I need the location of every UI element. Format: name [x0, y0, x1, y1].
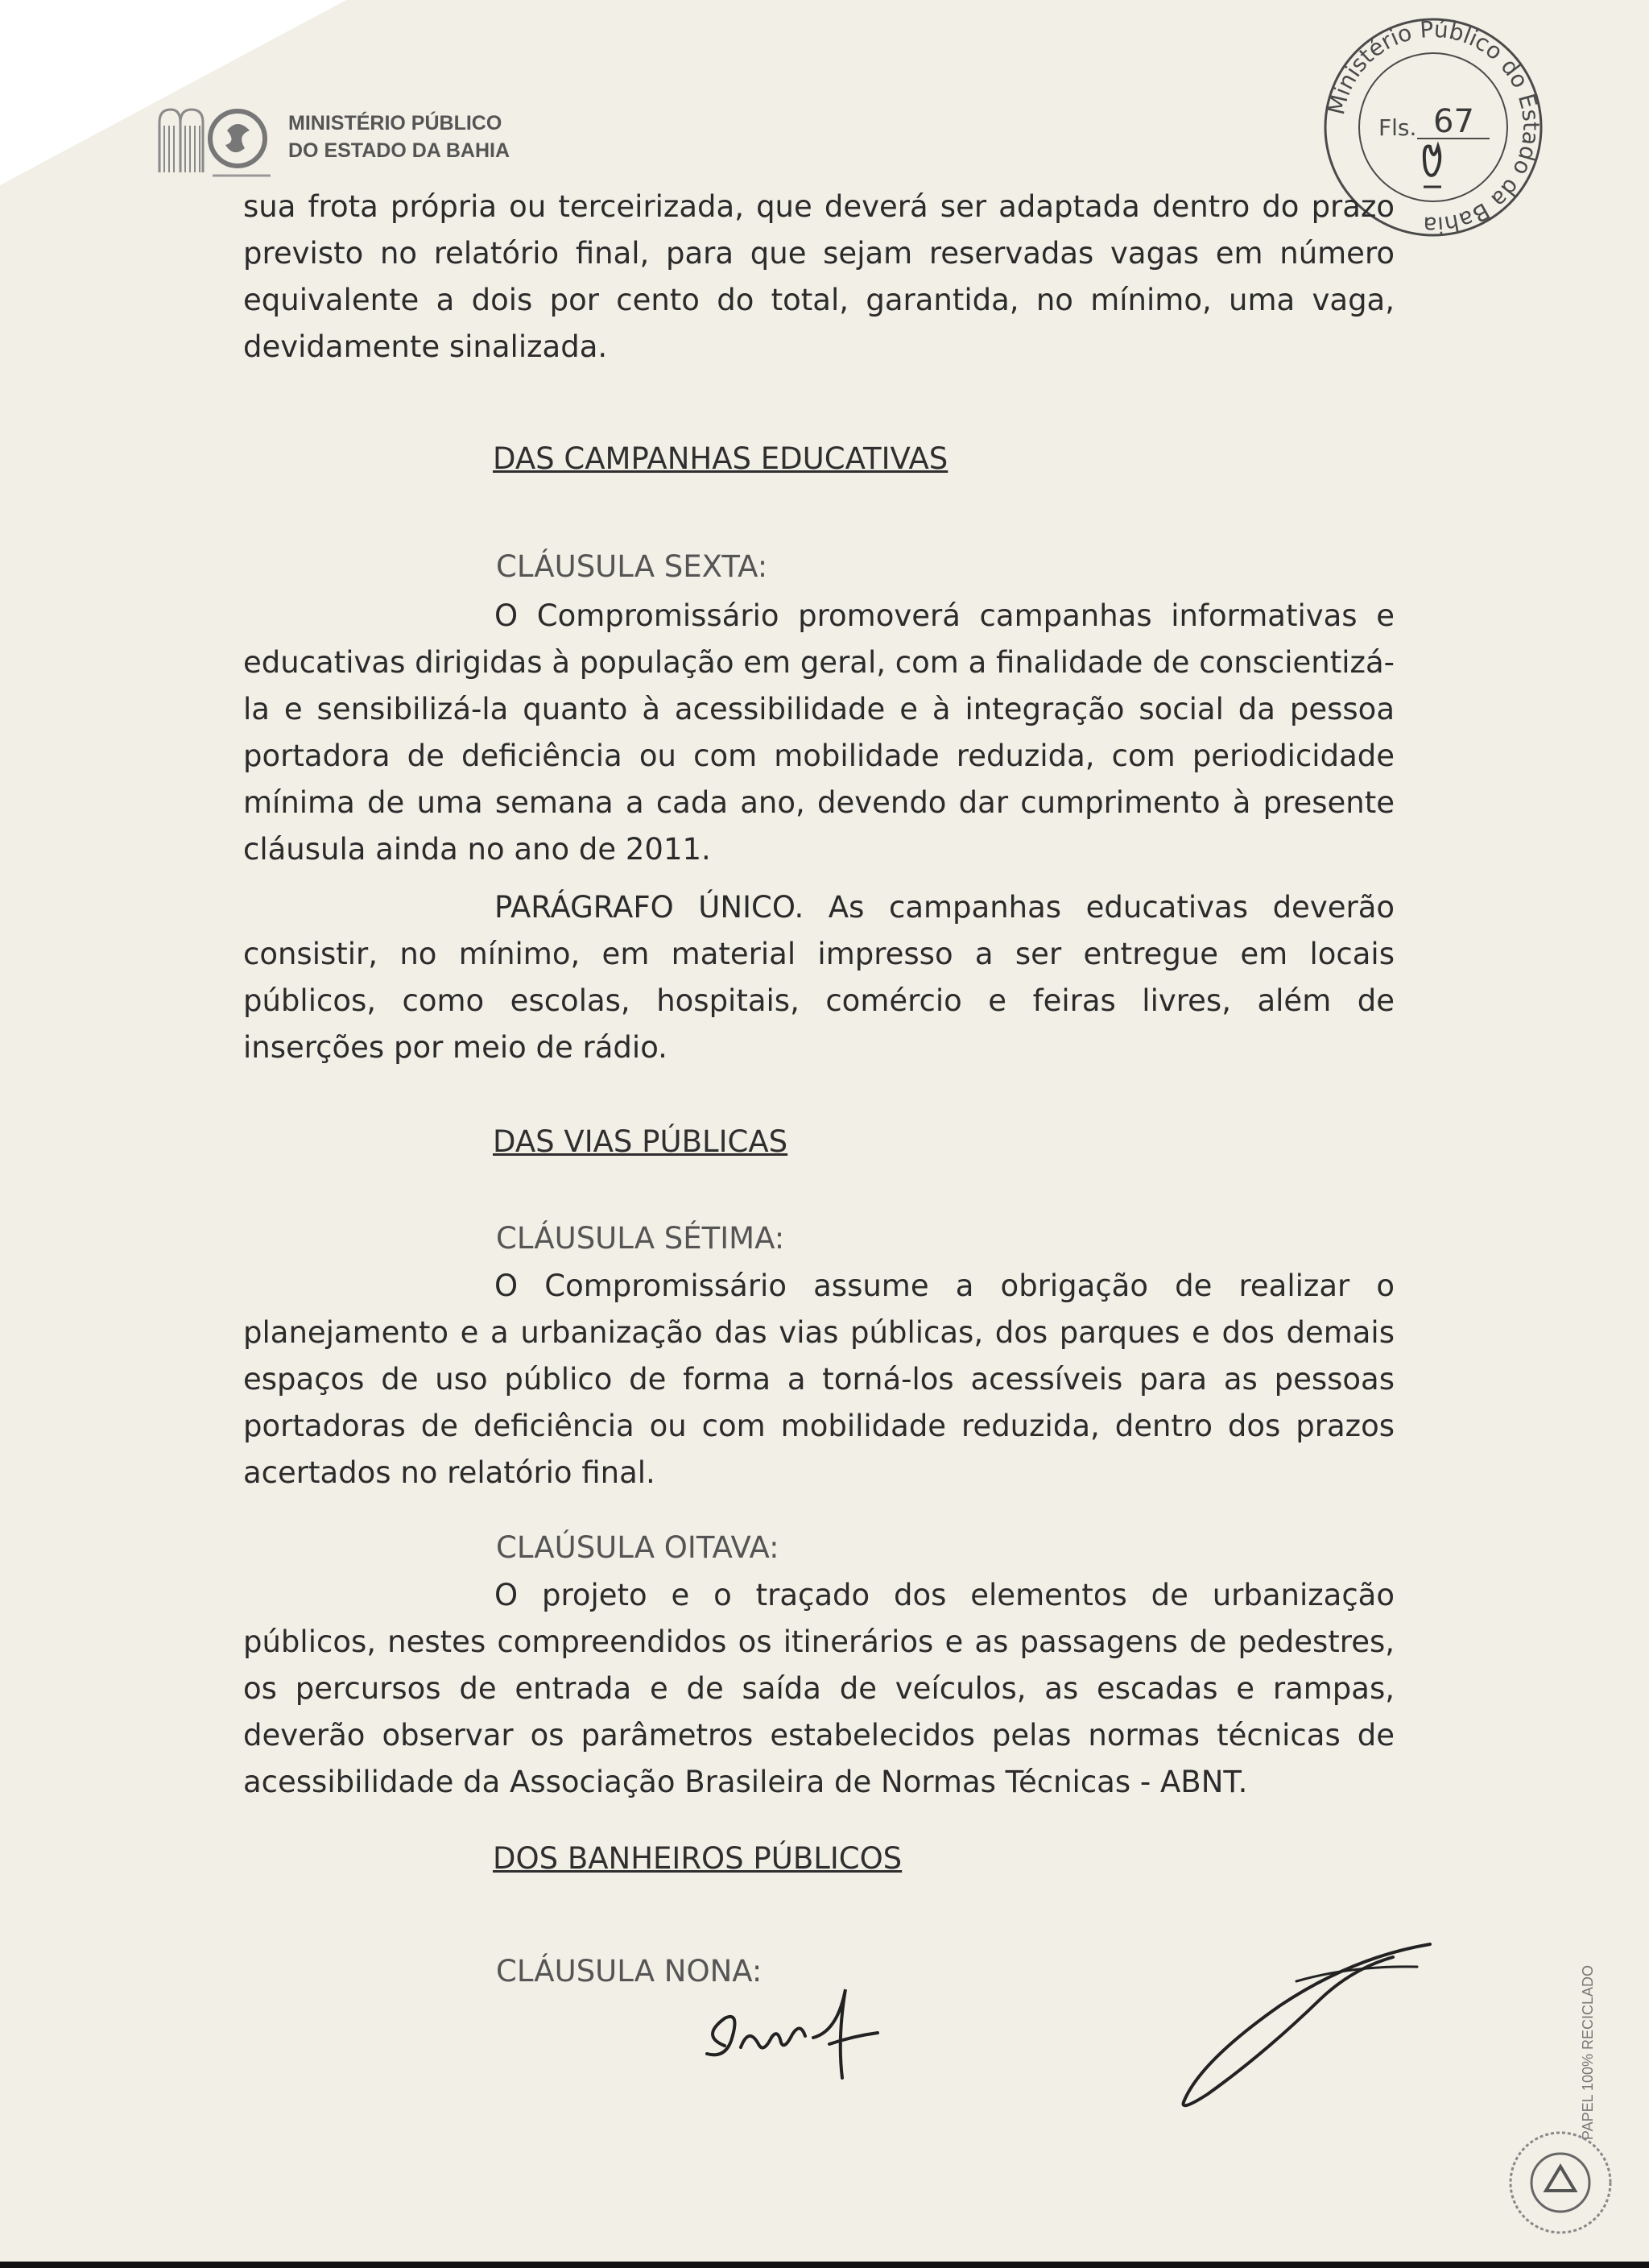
clause-oitava-title: CLAÚSULA OITAVA: — [496, 1530, 779, 1565]
paragraph-0: sua frota própria ou terceirizada, que deverá ser adaptada dentro do prazo previsto no relatório final, para que sejam reservadas vagas em número equivalente a dois por cento do total, garantida, no mínimo, uma vaga, devidamente sinalizada. — [243, 189, 1395, 364]
organization-name-line-2: DO ESTADO DA BAHIA — [288, 139, 510, 162]
clause-nona-title: CLÁUSULA NONA: — [496, 1954, 763, 1989]
stamp-initials-icon — [1424, 147, 1440, 176]
clause-sexta-title: CLÁUSULA SEXTA: — [496, 549, 768, 584]
clause-setima-title: CLÁUSULA SÉTIMA: — [496, 1221, 785, 1256]
organization-name — [288, 110, 510, 164]
stamp-ring-text: Ministério Público do Estado da Bahia — [1322, 15, 1545, 239]
stamp-fls-label: Fls. — [1378, 114, 1417, 141]
recycled-paper-note: PAPEL 100% RECICLADO — [1580, 1965, 1596, 2141]
paragraph-continuation — [243, 184, 1395, 370]
clause-oitava-body — [243, 1572, 1395, 1806]
paragraph-3: O Compromissário assume a obrigação de realizar o planejamento e a urbanização das vias públicas, dos parques e dos demais espaços de uso público de forma a torná-los acessíveis para as pessoas portadoras de deficiência ou com mobilidade reduzida, dentro dos prazos acertados no relatório final. — [243, 1269, 1395, 1490]
heading-vias-publicas: DAS VIAS PÚBLICAS — [493, 1124, 788, 1159]
paragraph-2: PARÁGRAFO ÚNICO. As campanhas educativas deverão consistir, no mínimo, em material impresso a ser entregue em locais públicos, como escolas, hospitais, comércio e feiras livres, além de inserções por meio de rádio. — [243, 890, 1395, 1065]
clause-sexta-body — [243, 593, 1395, 873]
paragraph-4: O projeto e o traçado dos elementos de urbanização públicos, nestes compreendidos os itinerários e as passagens de pedestres, os percursos de entrada e de saída de veículos, as escadas e rampas, deverão observar os parâmetros estabelecidos pelas normas técnicas de acessibilidade da Associação Brasileira de Normas Técnicas - ABNT. — [243, 1578, 1395, 1799]
signature-small-icon — [692, 1949, 910, 2086]
recycled-seal-icon — [1504, 2126, 1617, 2239]
ministerio-publico-logo-icon — [153, 98, 274, 179]
scan-edge — [0, 2262, 1649, 2268]
paragrafo-unico — [243, 884, 1395, 1071]
stamp-page-number: 67 — [1433, 103, 1474, 140]
clause-setima-body — [243, 1263, 1395, 1496]
heading-banheiros-publicos: DOS BANHEIROS PÚBLICOS — [493, 1841, 903, 1876]
heading-campanhas-educativas: DAS CAMPANHAS EDUCATIVAS — [493, 441, 948, 476]
paragraph-1: O Compromissário promoverá campanhas informativas e educativas dirigidas à população em geral, com a finalidade de conscientizá-la e sensibilizá-la quanto à acessibilidade e à integração social da pessoa portadora de deficiência ou com mobilidade reduzida, com periodicidade mínima de uma semana a cada ano, devendo dar cumprimento à presente cláusula ainda no ano de 2011. — [243, 598, 1395, 867]
signature-large-icon — [1151, 1925, 1441, 2118]
organization-name-line-1: MINISTÉRIO PÚBLICO — [288, 112, 502, 135]
